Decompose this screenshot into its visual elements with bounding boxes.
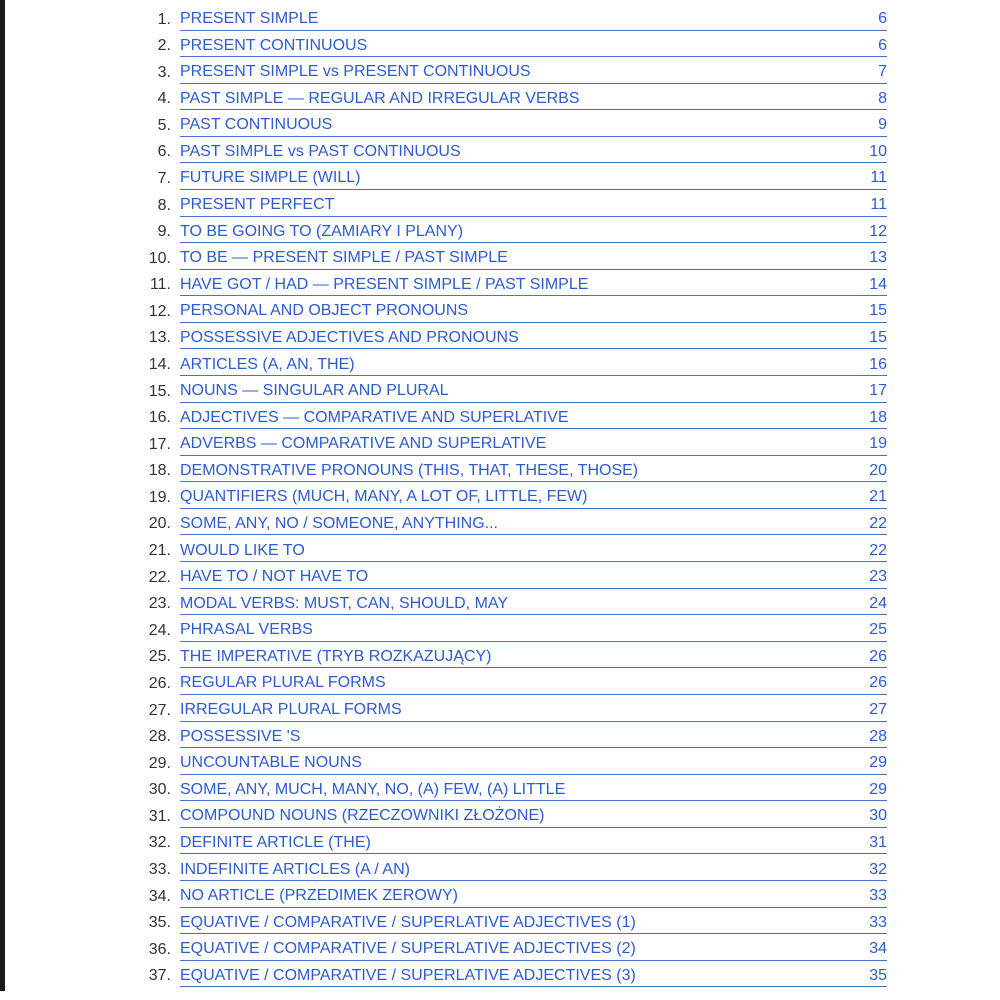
toc-entry-number: 34. [148,887,171,905]
toc-entry-number: 20. [148,515,171,533]
toc-entry-title: THE IMPERATIVE (TRYB ROZKAZUJĄCY) [180,647,492,665]
toc-row [142,434,887,461]
toc-entry-number: 27. [148,701,171,719]
toc-entry-title: NOUNS — SINGULAR AND PLURAL [180,382,449,400]
toc-entry-number: 11. [149,276,171,294]
toc-entry-link[interactable] [180,487,887,509]
toc-entry-link[interactable] [180,89,887,111]
toc-entry-number: 35. [148,914,171,932]
toc-row [142,939,887,966]
toc-entry-page: 33 [869,887,887,905]
toc-entry-link[interactable] [180,913,887,935]
toc-entry-number: 5. [157,116,171,134]
toc-row [142,860,887,887]
toc-entry-page: 8 [878,89,887,107]
toc-entry-link[interactable] [180,62,887,84]
toc-entry-title: PHRASAL VERBS [180,621,313,639]
toc-entry-page: 16 [869,355,887,373]
toc-row [142,700,887,727]
toc-entry-page: 9 [878,116,887,134]
toc-entry-page: 14 [869,275,887,293]
toc-entry-number: 37. [148,967,171,985]
toc-entry-number: 22. [148,568,171,586]
toc-entry-link[interactable] [180,753,887,775]
toc-row [142,142,887,169]
toc-row [142,833,887,860]
toc-entry-number: 29. [148,754,171,772]
toc-row [142,222,887,249]
toc-entry-number: 30. [148,781,171,799]
toc-entry-title: SOME, ANY, NO / SOMEONE, ANYTHING... [180,514,498,532]
toc-entry-page: 29 [869,754,887,772]
toc-entry-number: 19. [148,488,171,506]
toc-entry-page: 24 [869,594,887,612]
toc-row [142,780,887,807]
toc-entry-page: 28 [869,727,887,745]
toc-entry-title: ADVERBS — COMPARATIVE AND SUPERLATIVE [180,435,547,453]
toc-entry-link[interactable] [180,833,887,855]
toc-row [142,408,887,435]
toc-row [142,381,887,408]
toc-entry-title: PRESENT SIMPLE [180,10,319,27]
toc-entry-link[interactable] [180,673,887,695]
toc-entry-title: HAVE TO / NOT HAVE TO [180,568,369,586]
toc-entry-page: 26 [869,674,887,692]
toc-entry-number: 17. [148,435,171,453]
toc-entry-page: 30 [869,807,887,825]
toc-entry-title: EQUATIVE / COMPARATIVE / SUPERLATIVE ADJECTIVES (3) [180,966,636,984]
toc-entry-page: 22 [869,514,887,532]
toc-row [142,195,887,222]
toc-entry-title: DEMONSTRATIVE PRONOUNS (THIS, THAT, THESE, THOSE) [180,461,639,479]
toc-entry-title: PAST SIMPLE vs PAST CONTINUOUS [180,142,461,160]
toc-row [142,806,887,833]
toc-entry-title: MODAL VERBS: MUST, CAN, SHOULD, MAY [180,594,509,612]
toc-entry-number: 2. [157,37,171,55]
toc-row [142,647,887,674]
toc-row [142,355,887,382]
toc-row [142,514,887,541]
toc-entry-number: 28. [148,728,171,746]
toc-entry-title: PRESENT SIMPLE vs PRESENT CONTINUOUS [180,63,531,81]
toc-row [142,567,887,594]
toc-entry-number: 36. [148,940,171,958]
toc-entry-link[interactable] [180,567,887,589]
toc-entry-page: 11 [870,169,887,187]
toc-entry-title: PRESENT CONTINUOUS [180,36,368,54]
toc-entry-title: EQUATIVE / COMPARATIVE / SUPERLATIVE ADJECTIVES (2) [180,940,636,958]
toc-entry-link[interactable] [180,886,887,908]
toc-entry-title: REGULAR PLURAL FORMS [180,674,386,692]
toc-entry-number: 33. [148,861,171,878]
toc-entry-link[interactable] [180,115,887,137]
toc-entry-link[interactable] [180,9,887,31]
toc-entry-page: 31 [869,833,887,851]
toc-row [142,886,887,913]
toc-entry-page: 34 [869,940,887,958]
toc-entry-title: TO BE — PRESENT SIMPLE / PAST SIMPLE [180,249,508,267]
toc-entry-link[interactable] [180,168,887,190]
toc-entry-page: 22 [869,541,887,559]
toc-entry-page: 23 [869,568,887,586]
toc-entry-title: ARTICLES (A, AN, THE) [180,355,355,373]
toc-entry-title: POSSESSIVE ADJECTIVES AND PRONOUNS [180,328,519,346]
toc-entry-link[interactable] [180,36,887,58]
toc-row [142,36,887,63]
toc-entry-link[interactable] [180,620,887,642]
toc-entry-link[interactable] [180,222,887,244]
toc-entry-number: 32. [148,834,171,852]
toc-entry-link[interactable] [180,647,887,669]
toc-entry-page: 17 [869,382,887,400]
toc-row [142,275,887,302]
toc-entry-title: ADJECTIVES — COMPARATIVE AND SUPERLATIVE [180,408,569,426]
toc-entry-link[interactable] [180,355,887,377]
toc-row [142,753,887,780]
toc-entry-number: 7. [157,169,171,187]
toc-entry-number: 12. [148,302,171,320]
toc-entry-title: NO ARTICLE (PRZEDIMEK ZEROWY) [180,887,458,905]
toc-entry-page: 12 [869,222,887,240]
toc-entry-title: TO BE GOING TO (ZAMIARY I PLANY) [180,222,464,240]
toc-row [142,301,887,328]
toc-entry-link[interactable] [180,780,887,802]
toc-entry-page: 27 [869,701,887,719]
toc-entry-number: 6. [157,143,171,161]
toc-entry-number: 24. [148,621,171,639]
toc-row [142,248,887,275]
toc-entry-page: 25 [869,621,887,639]
toc-entry-page: 13 [869,249,887,267]
toc-row [142,541,887,568]
toc-row [142,115,887,142]
toc-entry-link[interactable] [180,727,887,749]
toc-entry-title: FUTURE SIMPLE (WILL) [180,169,361,187]
toc-entry-number: 21. [148,542,171,560]
toc-entry-page: 21 [869,488,887,506]
toc-entry-link[interactable] [180,700,887,722]
toc-row [142,328,887,355]
toc-entry-number: 1. [157,10,171,28]
toc-entry-link[interactable] [180,301,887,323]
toc-row [142,89,887,116]
toc-entry-link[interactable] [180,142,887,164]
toc-entry-number: 31. [148,807,171,825]
toc-row [142,620,887,647]
toc-entry-number: 16. [148,409,171,427]
toc-entry-page: 35 [869,966,887,984]
toc-entry-title: PERSONAL AND OBJECT PRONOUNS [180,302,469,320]
toc-entry-link[interactable] [180,248,887,270]
toc-entry-page: 15 [869,302,887,320]
toc-entry-number: 8. [157,196,171,214]
toc-list [142,9,887,992]
toc-entry-page: 6 [878,10,887,27]
toc-entry-number: 14. [148,356,171,374]
toc-entry-link[interactable] [180,541,887,563]
toc-entry-number: 9. [157,223,171,241]
toc-entry-link[interactable] [180,195,887,217]
toc-entry-number: 15. [148,382,171,400]
toc-entry-title: PAST CONTINUOUS [180,116,333,134]
toc-entry-title: EQUATIVE / COMPARATIVE / SUPERLATIVE ADJECTIVES (1) [180,913,636,931]
toc-entry-page: 6 [878,36,887,54]
toc-entry-title: PRESENT PERFECT [180,196,335,214]
toc-entry-title: PAST SIMPLE — REGULAR AND IRREGULAR VERBS [180,89,580,107]
toc-entry-number: 23. [148,595,171,613]
toc-row [142,594,887,621]
toc-entry-title: INDEFINITE ARTICLES (A / AN) [180,860,410,878]
toc-entry-page: 15 [869,328,887,346]
toc-row [142,966,887,993]
toc-entry-link[interactable] [180,381,887,403]
toc-entry-page: 29 [869,780,887,798]
toc-entry-page: 32 [869,860,887,878]
toc-entry-link[interactable] [180,966,887,988]
toc-entry-number: 25. [148,648,171,666]
toc-entry-page: 26 [869,647,887,665]
toc-entry-link[interactable] [180,939,887,961]
toc-entry-number: 10. [148,249,171,267]
toc-entry-number: 4. [157,90,171,108]
toc-entry-link[interactable] [180,594,887,616]
toc-entry-title: POSSESSIVE 'S [180,727,301,745]
toc-row [142,913,887,940]
toc-entry-title: DEFINITE ARTICLE (THE) [180,833,371,851]
toc-entry-page: 20 [869,461,887,479]
left-edge-bar [0,0,5,991]
toc-entry-page: 33 [869,913,887,931]
toc-entry-link[interactable] [180,806,887,828]
toc-entry-title: COMPOUND NOUNS (RZECZOWNIKI ZŁOŻONE) [180,807,545,825]
toc-row [142,727,887,754]
toc-entry-link[interactable] [180,408,887,430]
toc-entry-link[interactable] [180,514,887,536]
toc-entry-page: 7 [878,63,887,81]
toc-entry-title: SOME, ANY, MUCH, MANY, NO, (A) FEW, (A) LITTLE [180,780,566,798]
toc-entry-link[interactable] [180,275,887,297]
toc-row [142,62,887,89]
toc-entry-page: 19 [869,435,887,453]
toc-entry-title: IRREGULAR PLURAL FORMS [180,701,402,719]
toc-entry-number: 13. [148,329,171,347]
toc-entry-title: QUANTIFIERS (MUCH, MANY, A LOT OF, LITTLE, FEW) [180,488,588,506]
toc-entry-number: 18. [148,462,171,480]
toc-entry-link[interactable] [180,461,887,483]
toc-entry-number: 26. [148,674,171,692]
toc-row [142,461,887,488]
toc-row [142,487,887,514]
toc-entry-link[interactable] [180,328,887,350]
toc-entry-title: UNCOUNTABLE NOUNS [180,754,362,772]
toc-entry-page: 10 [869,142,887,160]
toc-entry-page: 18 [869,408,887,426]
toc-entry-link[interactable] [180,434,887,456]
toc-row [142,9,887,36]
toc-row [142,673,887,700]
toc-entry-title: HAVE GOT / HAD — PRESENT SIMPLE / PAST SIMPLE [180,275,589,293]
toc-row [142,168,887,195]
toc-entry-page: 11 [870,196,887,214]
toc-entry-title: WOULD LIKE TO [180,541,305,559]
toc-entry-link[interactable] [180,860,887,882]
toc-entry-number: 3. [157,63,171,81]
